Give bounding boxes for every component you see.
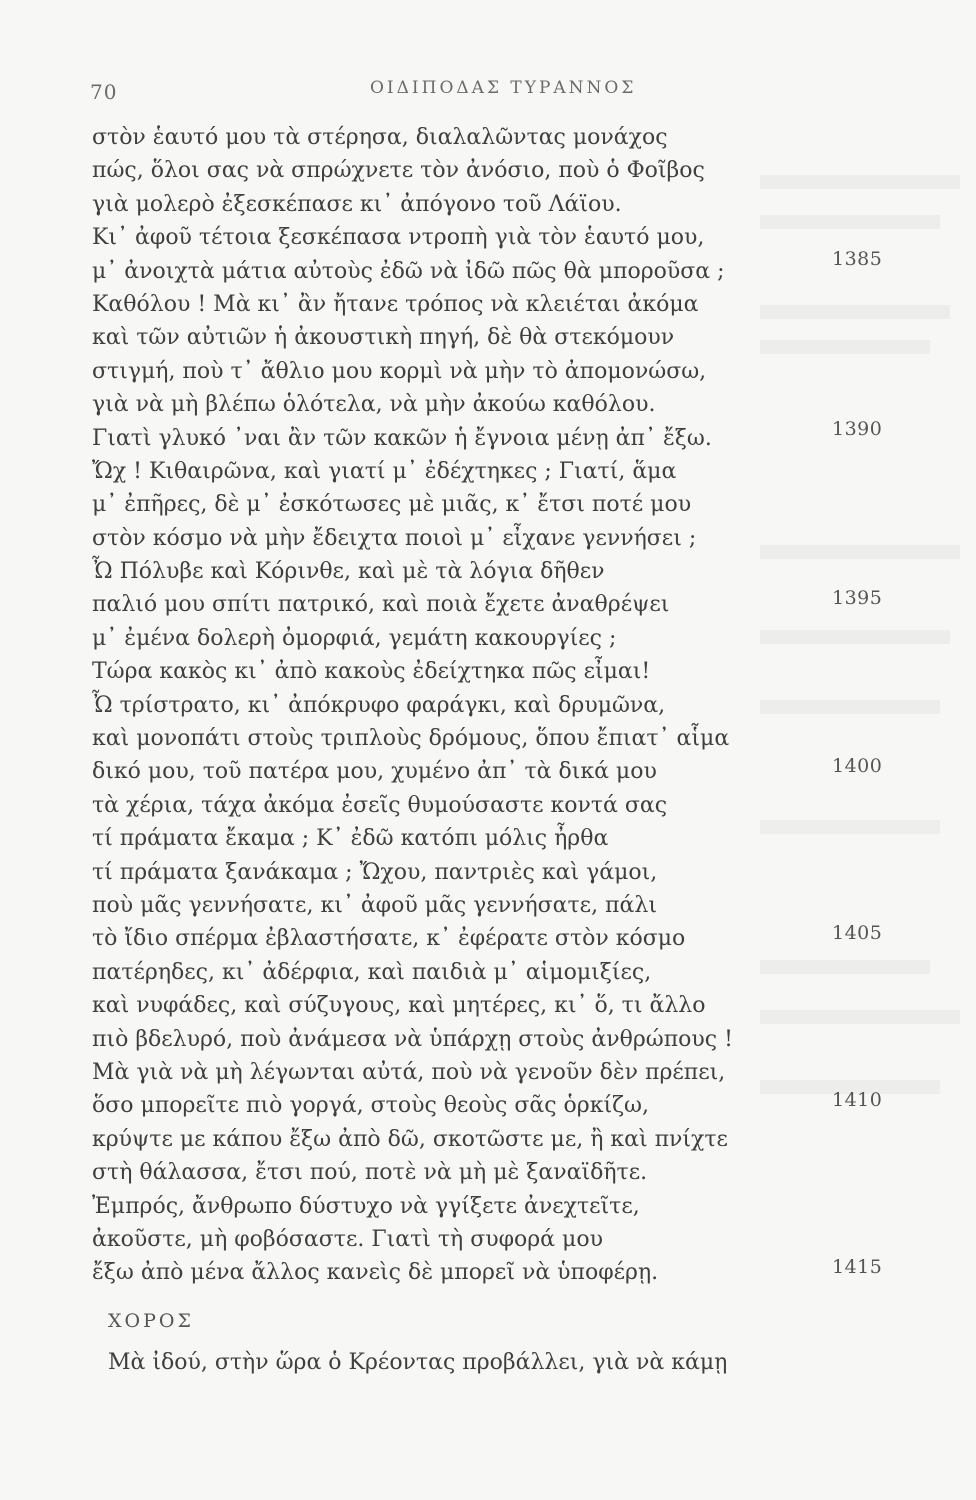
line-number: 1395 — [832, 587, 883, 609]
verse-line: Γιατὶ γλυκό ᾽ναι ἂν τῶν κακῶν ἡ ἔγνοια μένῃ ἀπ᾽ ἔξω. — [92, 425, 712, 451]
verse-line: στιγμή, ποὺ τ᾽ ἄθλιο μου κορμὶ νὰ μὴν τὸ ἀπομονώσω, — [92, 358, 707, 384]
verse-line: γιὰ μολερὸ ἐξεσκέπασε κι᾽ ἀπόγονο τοῦ Λάϊου. — [92, 191, 622, 217]
verse-line: τὰ χέρια, τάχα ἀκόμα ἐσεῖς θυμούσαστε κοντά σας — [92, 792, 668, 818]
verse-line: καὶ τῶν αὐτιῶν ἡ ἀκουστικὴ πηγή, δὲ θὰ στεκόμουν — [92, 325, 675, 351]
line-number: 1410 — [832, 1089, 883, 1111]
verse-line: Ὤχ ! Κιθαιρῶνα, καὶ γιατί μ᾽ ἐδέχτηκες ; Γιατί, ἅμα — [92, 458, 677, 484]
verse-line: στὸν κόσμο νὰ μὴν ἔδειχτα ποιοὶ μ᾽ εἶχανε γεννήσει ; — [92, 525, 697, 551]
line-number: 1385 — [832, 248, 883, 270]
verse-line: ἔξω ἀπὸ μένα ἄλλος κανεὶς δὲ μπορεῖ νὰ ὑποφέρῃ. — [92, 1260, 659, 1286]
verse-line: μ᾽ ἐπῆρες, δὲ μ᾽ ἐσκότωσες μὲ μιᾶς, κ᾽ ἔτσι ποτέ μου — [92, 492, 692, 518]
verse-line: κρύψτε με κάπου ἔξω ἀπὸ δῶ, σκοτῶστε με, ἢ καὶ πνίχτε — [92, 1126, 728, 1152]
verse-line: παλιό μου σπίτι πατρικό, καὶ ποιὰ ἔχετε ἀναθρέψει — [92, 592, 670, 618]
verse-line: μ᾽ ἐμένα δολερὴ ὀμορφιά, γεμάτη κακουργίες ; — [92, 625, 617, 651]
verse-line: πώς, ὅλοι σας νὰ σπρώχνετε τὸν ἀνόσιο, ποὺ ὁ Φοῖβος — [92, 158, 705, 184]
verse-block — [92, 121, 792, 1290]
verse-line: Μὰ γιὰ νὰ μὴ λέγωνται αὐτά, ποὺ νὰ γενοῦν δὲν πρέπει, — [92, 1059, 726, 1085]
verse-line: ἀκοῦστε, μὴ φοβόσαστε. Γιατὶ τὴ συφορά μου — [92, 1226, 603, 1252]
verse-line: Κι᾽ ἀφοῦ τέτοια ξεσκέπασα ντροπὴ γιὰ τὸν ἑαυτό μου, — [92, 225, 705, 251]
verse-line: γιὰ νὰ μὴ βλέπω ὁλότελα, νὰ μὴν ἀκούω καθόλου. — [92, 392, 656, 418]
page-number: 70 — [90, 80, 118, 104]
line-number: 1415 — [832, 1256, 883, 1278]
verse-line: ποὺ μᾶς γεννήσατε, κι᾽ ἀφοῦ μᾶς γεννήσατε, πάλι — [92, 892, 657, 918]
verse-line: Καθόλου ! Μὰ κι᾽ ἂν ἤτανε τρόπος νὰ κλειέται ἀκόμα — [92, 291, 699, 317]
verse-line: καὶ μονοπάτι στοὺς τριπλοὺς δρόμους, ὅπου ἔπιατ᾽ αἷμα — [92, 726, 730, 752]
verse-line: Τώρα κακὸς κι᾽ ἀπὸ κακοὺς ἐδείχτηκα πῶς εἶμαι! — [92, 659, 651, 685]
verse-line: Ἐμπρός, ἄνθρωπο δύστυχο νὰ γγίξετε ἀνεχτεῖτε, — [92, 1193, 640, 1219]
running-head: ΟΙΔΙΠΟΔΑΣ ΤΥΡΑΝΝΟΣ — [370, 78, 637, 98]
verse-line: τί πράματα ξανάκαμα ; Ὤχου, παντριὲς καὶ γάμοι, — [92, 859, 658, 885]
verse-line: πατέρηδες, κι᾽ ἀδέρφια, καὶ παιδιὰ μ᾽ αἱμομιξίες, — [92, 959, 652, 985]
verse-line: πιὸ βδελυρό, ποὺ ἀνάμεσα νὰ ὑπάρχῃ στοὺς ἀνθρώπους ! — [92, 1026, 733, 1052]
line-number: 1400 — [832, 755, 883, 777]
verse-line: στὸν ἑαυτό μου τὰ στέρησα, διαλαλῶντας μονάχος — [92, 125, 668, 150]
verse-line: στὴ θάλασσα, ἔτσι πού, ποτὲ νὰ μὴ μὲ ξαναϊδῆτε. — [92, 1160, 648, 1186]
verse-line: Ὦ Πόλυβε καὶ Κόρινθε, καὶ μὲ τὰ λόγια δῆθεν — [92, 559, 605, 585]
speaker-label: ΧΟΡΟΣ — [108, 1310, 194, 1332]
verse-line: δικό μου, τοῦ πατέρα μου, χυμένο ἀπ᾽ τὰ δικά μου — [92, 759, 657, 785]
line-number: 1405 — [832, 922, 883, 944]
verse-line: Ὦ τρίστρατο, κι᾽ ἀπόκρυφο φαράγκι, καὶ δρυμῶνα, — [92, 692, 666, 718]
verse-line: τὸ ἴδιο σπέρμα ἐβλαστήσατε, κ᾽ ἐφέρατε στὸν κόσμο — [92, 926, 686, 952]
verse-line: τί πράματα ἔκαμα ; Κ᾽ ἐδῶ κατόπι μόλις ἦρθα — [92, 826, 609, 852]
verse-line: ὅσο μπορεῖτε πιὸ γοργά, στοὺς θεοὺς σᾶς ὁρκίζω, — [92, 1093, 649, 1119]
verse-line: Μὰ ἰδού, στὴν ὥρα ὁ Κρέοντας προβάλλει, γιὰ νὰ κάμῃ — [108, 1350, 728, 1375]
line-number: 1390 — [832, 418, 883, 440]
verse-line: καὶ νυφάδες, καὶ σύζυγους, καὶ μητέρες, κι᾽ ὅ, τι ἄλλο — [92, 993, 706, 1019]
verse-line: μ᾽ ἀνοιχτὰ μάτια αὐτοὺς ἐδῶ νὰ ἰδῶ πῶς θὰ μποροῦσα ; — [92, 258, 725, 284]
